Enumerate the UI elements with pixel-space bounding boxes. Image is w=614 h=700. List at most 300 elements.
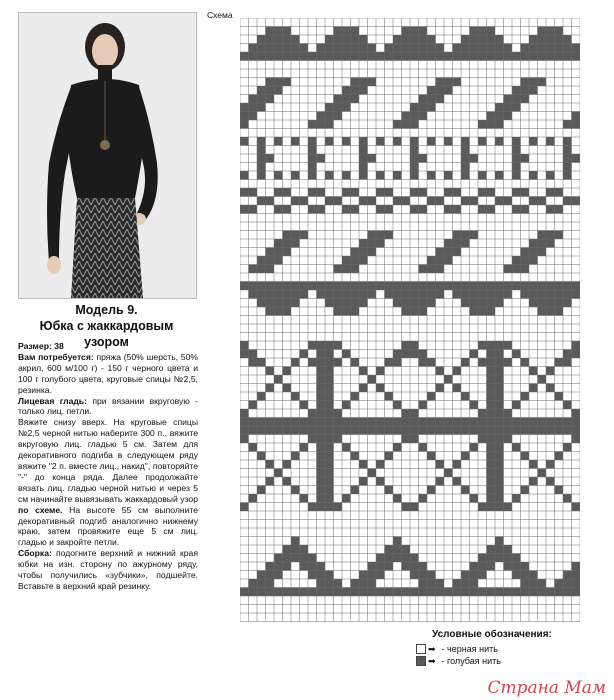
chart-cell-filled: [572, 154, 581, 163]
chart-cell-filled: [487, 44, 496, 53]
chart-cell-filled: [478, 282, 487, 291]
chart-cell-filled: [495, 44, 504, 53]
chart-cell-filled: [334, 35, 343, 44]
chart-cell-filled: [368, 282, 377, 291]
chart-cell-filled: [274, 469, 283, 478]
chart-cell-filled: [495, 375, 504, 384]
chart-cell-filled: [342, 350, 351, 359]
chart-cell-filled: [427, 571, 436, 580]
chart-cell-filled: [529, 248, 538, 257]
chart-cell-filled: [410, 290, 419, 299]
chart-cell-filled: [385, 358, 394, 367]
chart-cell-filled: [572, 503, 581, 512]
chart-cell-filled: [283, 231, 292, 240]
chart-cell-filled: [495, 545, 504, 554]
chart-cell-filled: [410, 103, 419, 112]
chart-cell-filled: [495, 392, 504, 401]
chart-cell-filled: [300, 545, 309, 554]
chart-cell-filled: [274, 248, 283, 257]
chart-cell-filled: [266, 307, 275, 316]
chart-cell-filled: [257, 392, 266, 401]
chart-cell-filled: [359, 477, 368, 486]
chart-cell-filled: [359, 154, 368, 163]
chart-cell-filled: [546, 460, 555, 469]
chart-cell-filled: [410, 27, 419, 36]
chart-cell-filled: [266, 384, 275, 393]
chart-cell-filled: [402, 52, 411, 61]
chart-cell-filled: [521, 392, 530, 401]
chart-cell-filled: [274, 239, 283, 248]
chart-cell-filled: [470, 290, 479, 299]
chart-cell-filled: [291, 545, 300, 554]
assembly-paragraph: [18, 548, 198, 592]
chart-cell-filled: [529, 44, 538, 53]
chart-cell-filled: [376, 52, 385, 61]
chart-cell-filled: [266, 86, 275, 95]
chart-cell-filled: [368, 44, 377, 53]
chart-cell-filled: [495, 469, 504, 478]
chart-cell-filled: [325, 197, 334, 206]
chart-cell-filled: [410, 307, 419, 316]
chart-cell-filled: [368, 154, 377, 163]
chart-cell-filled: [436, 78, 445, 87]
chart-cell-filled: [436, 384, 445, 393]
chart-cell-filled: [563, 35, 572, 44]
chart-cell-filled: [555, 188, 564, 197]
chart-cell-filled: [283, 384, 292, 393]
chart-cell-filled: [529, 137, 538, 146]
chart-cell-filled: [504, 554, 513, 563]
chart-cell-filled: [376, 188, 385, 197]
chart-cell-filled: [325, 435, 334, 444]
chart-cell-filled: [385, 188, 394, 197]
model-subtitle: Юбка с жаккардовым узором: [39, 319, 174, 349]
chart-cell-filled: [283, 188, 292, 197]
chart-cell-filled: [410, 154, 419, 163]
chart-cell-filled: [461, 579, 470, 588]
chart-cell-filled: [555, 392, 564, 401]
chart-cell-filled: [538, 307, 547, 316]
chart-cell-filled: [368, 239, 377, 248]
chart-cell-filled: [393, 350, 402, 359]
chart-cell-filled: [538, 469, 547, 478]
chart-cell-filled: [453, 418, 462, 427]
chart-cell-filled: [283, 290, 292, 299]
chart-cell-filled: [291, 239, 300, 248]
model-title: Модель 9.: [75, 303, 138, 317]
chart-cell-filled: [419, 418, 428, 427]
chart-cell-filled: [393, 120, 402, 129]
chart-cell-filled: [410, 282, 419, 291]
chart-cell-filled: [266, 154, 275, 163]
chart-cell-filled: [325, 460, 334, 469]
chart-cell-filled: [487, 350, 496, 359]
chart-cell-filled: [427, 579, 436, 588]
chart-cell-filled: [291, 358, 300, 367]
chart-cell-filled: [385, 486, 394, 495]
chart-cell-filled: [351, 44, 360, 53]
chart-cell-filled: [325, 588, 334, 597]
chart-cell-filled: [359, 282, 368, 291]
chart-cell-filled: [470, 579, 479, 588]
stitch-text: при вязании вкруговую - только лиц. петли.: [18, 395, 198, 417]
chart-cell-filled: [308, 588, 317, 597]
materials-label: Вам потребуется:: [18, 351, 94, 362]
chart-cell-filled: [529, 460, 538, 469]
chart-cell-filled: [325, 392, 334, 401]
chart-cell-filled: [487, 494, 496, 503]
chart-cell-filled: [529, 256, 538, 265]
chart-cell-filled: [521, 205, 530, 214]
chart-cell-filled: [385, 452, 394, 461]
chart-cell-filled: [478, 571, 487, 580]
chart-cell-filled: [266, 52, 275, 61]
chart-cell-filled: [240, 52, 249, 61]
chart-cell-filled: [529, 86, 538, 95]
chart-cell-filled: [325, 137, 334, 146]
chart-cell-filled: [546, 477, 555, 486]
chart-cell-filled: [487, 409, 496, 418]
chart-cell-filled: [512, 282, 521, 291]
chart-cell-filled: [538, 375, 547, 384]
chart-cell-filled: [402, 197, 411, 206]
chart-cell-filled: [291, 44, 300, 53]
chart-cell-filled: [521, 290, 530, 299]
chart-cell-filled: [249, 426, 258, 435]
chart-cell-filled: [444, 137, 453, 146]
chart-cell-filled: [427, 137, 436, 146]
chart-cell-filled: [283, 554, 292, 563]
chart-cell-filled: [325, 503, 334, 512]
chart-cell-filled: [546, 35, 555, 44]
chart-cell-filled: [495, 588, 504, 597]
chart-cell-filled: [538, 78, 547, 87]
chart-cell-filled: [521, 452, 530, 461]
arrow-icon: ➡: [428, 643, 436, 654]
chart-cell-filled: [274, 554, 283, 563]
chart-cell-filled: [402, 44, 411, 53]
chart-cell-filled: [461, 299, 470, 308]
chart-cell-filled: [274, 426, 283, 435]
chart-cell-filled: [249, 95, 258, 104]
chart-cell-filled: [368, 78, 377, 87]
chart-cell-filled: [317, 401, 326, 410]
chart-cell-filled: [351, 265, 360, 274]
chart-cell-filled: [266, 248, 275, 257]
chart-cell-filled: [351, 52, 360, 61]
chart-cell-filled: [444, 52, 453, 61]
chart-cell-filled: [308, 120, 317, 129]
chart-cell-filled: [334, 579, 343, 588]
chart-cell-filled: [257, 256, 266, 265]
chart-cell-filled: [419, 358, 428, 367]
chart-cell-filled: [512, 588, 521, 597]
chart-cell-filled: [444, 239, 453, 248]
chart-cell-filled: [342, 290, 351, 299]
chart-cell-filled: [325, 358, 334, 367]
chart-cell-filled: [419, 95, 428, 104]
chart-cell-filled: [385, 418, 394, 427]
chart-cell-filled: [461, 44, 470, 53]
chart-cell-filled: [300, 554, 309, 563]
chart-cell-filled: [453, 579, 462, 588]
chart-cell-filled: [359, 384, 368, 393]
chart-cell-filled: [495, 171, 504, 180]
chart-cell-filled: [249, 112, 258, 121]
chart-cell-filled: [317, 452, 326, 461]
chart-cell-filled: [538, 239, 547, 248]
chart-cell-filled: [308, 146, 317, 155]
chart-cell-filled: [368, 197, 377, 206]
chart-cell-filled: [342, 86, 351, 95]
chart-cell-filled: [461, 426, 470, 435]
chart-cell-filled: [402, 350, 411, 359]
chart-cell-filled: [453, 426, 462, 435]
chart-cell-filled: [325, 571, 334, 580]
legend-label-black: - черная нить: [441, 644, 498, 654]
chart-cell-filled: [291, 486, 300, 495]
chart-cell-filled: [342, 171, 351, 180]
chart-cell-filled: [410, 44, 419, 53]
chart-cell-filled: [512, 350, 521, 359]
chart-cell-filled: [470, 299, 479, 308]
chart-cell-filled: [385, 562, 394, 571]
chart-cell-filled: [487, 52, 496, 61]
chart-cell-filled: [478, 290, 487, 299]
chart-cell-filled: [342, 44, 351, 53]
chart-cell-filled: [419, 350, 428, 359]
chart-cell-filled: [563, 350, 572, 359]
chart-cell-filled: [317, 426, 326, 435]
chart-cell-filled: [563, 443, 572, 452]
chart-cell-filled: [351, 579, 360, 588]
chart-cell-filled: [495, 486, 504, 495]
chart-cell-filled: [521, 562, 530, 571]
chart-cell-filled: [521, 95, 530, 104]
chart-cell-filled: [325, 299, 334, 308]
chart-cell-filled: [478, 120, 487, 129]
chart-cell-filled: [317, 418, 326, 427]
legend-item-black: [416, 643, 552, 655]
chart-cell-filled: [308, 418, 317, 427]
chart-cell-filled: [385, 282, 394, 291]
chart-cell-filled: [325, 579, 334, 588]
chart-cell-filled: [487, 469, 496, 478]
chart-cell-filled: [257, 103, 266, 112]
chart-cell-filled: [427, 418, 436, 427]
chart-cell-filled: [334, 103, 343, 112]
chart-cell-filled: [334, 112, 343, 121]
chart-cell-filled: [572, 350, 581, 359]
chart-cell-filled: [453, 78, 462, 87]
chart-cell-filled: [249, 579, 258, 588]
chart-cell-filled: [317, 367, 326, 376]
chart-cell-filled: [487, 503, 496, 512]
chart-cell-filled: [283, 367, 292, 376]
chart-cell-filled: [495, 494, 504, 503]
chart-cell-filled: [351, 35, 360, 44]
chart-cell-filled: [444, 282, 453, 291]
chart-cell-filled: [368, 469, 377, 478]
chart-cell-filled: [291, 231, 300, 240]
chart-cell-filled: [308, 426, 317, 435]
size-value: 38: [54, 341, 64, 351]
chart-cell-filled: [529, 477, 538, 486]
chart-cell-filled: [478, 341, 487, 350]
chart-cell-filled: [402, 588, 411, 597]
legend-label-blue: - голубая нить: [441, 656, 501, 666]
chart-cell-filled: [521, 154, 530, 163]
chart-cell-filled: [351, 452, 360, 461]
chart-cell-filled: [368, 588, 377, 597]
chart-cell-filled: [427, 197, 436, 206]
chart-cell-filled: [240, 350, 249, 359]
chart-cell-filled: [512, 171, 521, 180]
chart-cell-filled: [300, 282, 309, 291]
chart-cell-filled: [342, 418, 351, 427]
chart-cell-filled: [529, 426, 538, 435]
chart-cell-filled: [427, 452, 436, 461]
chart-cell-filled: [334, 299, 343, 308]
chart-cell-filled: [359, 426, 368, 435]
materials-text: пряжа (50% шерсть, 50% акрил, 600 м/100 г) - 150 г черного цвета и 100 г голубого цвета, круговые спицы №2,5, резинка.: [18, 351, 199, 395]
chart-cell-filled: [478, 435, 487, 444]
chart-cell-filled: [461, 392, 470, 401]
chart-cell-filled: [410, 299, 419, 308]
chart-cell-filled: [478, 137, 487, 146]
chart-cell-filled: [419, 571, 428, 580]
chart-cell-filled: [376, 205, 385, 214]
chart-cell-filled: [402, 282, 411, 291]
chart-cell-filled: [402, 120, 411, 129]
instructions-text: [18, 341, 198, 592]
chart-cell-filled: [495, 282, 504, 291]
chart-cell-filled: [419, 112, 428, 121]
chart-cell-filled: [461, 486, 470, 495]
chart-cell-filled: [461, 52, 470, 61]
chart-cell-filled: [257, 588, 266, 597]
chart-cell-filled: [300, 426, 309, 435]
chart-cell-filled: [410, 562, 419, 571]
chart-cell-filled: [504, 358, 513, 367]
chart-cell-filled: [410, 341, 419, 350]
chart-cell-filled: [402, 341, 411, 350]
chart-cell-filled: [410, 112, 419, 121]
chart-cell-filled: [240, 435, 249, 444]
chart-cell-filled: [419, 299, 428, 308]
chart-cell-filled: [546, 588, 555, 597]
chart-cell-filled: [359, 146, 368, 155]
chart-cell-filled: [546, 290, 555, 299]
chart-cell-filled: [555, 205, 564, 214]
chart-cell-filled: [555, 426, 564, 435]
chart-cell-filled: [529, 418, 538, 427]
chart-cell-filled: [419, 265, 428, 274]
chart-cell-filled: [334, 418, 343, 427]
chart-cell-filled: [393, 299, 402, 308]
chart-cell-filled: [470, 588, 479, 597]
chart-cell-filled: [427, 486, 436, 495]
chart-cell-filled: [308, 358, 317, 367]
chart-cell-filled: [538, 197, 547, 206]
chart-cell-filled: [300, 44, 309, 53]
chart-cell-filled: [359, 256, 368, 265]
chart-cell-filled: [317, 358, 326, 367]
chart-cell-filled: [453, 52, 462, 61]
chart-cell-filled: [351, 27, 360, 36]
chart-cell-filled: [487, 367, 496, 376]
size-paragraph: [18, 341, 198, 352]
chart-cell-filled: [529, 367, 538, 376]
chart-cell-filled: [436, 290, 445, 299]
chart-cell-filled: [419, 443, 428, 452]
chart-cell-filled: [325, 469, 334, 478]
chart-cell-filled: [461, 282, 470, 291]
chart-cell-filled: [393, 282, 402, 291]
chart-cell-filled: [495, 537, 504, 546]
chart-cell-filled: [487, 282, 496, 291]
chart-cell-filled: [419, 579, 428, 588]
chart-cell-filled: [368, 562, 377, 571]
chart-cell-filled: [427, 44, 436, 53]
chart-cell-filled: [436, 426, 445, 435]
chart-cell-filled: [402, 562, 411, 571]
chart-cell-filled: [257, 265, 266, 274]
chart-cell-filled: [410, 350, 419, 359]
chart-cell-filled: [419, 27, 428, 36]
chart-cell-filled: [444, 426, 453, 435]
instructions-paragraph: [18, 417, 198, 548]
chart-cell-filled: [342, 256, 351, 265]
chart-cell-filled: [436, 418, 445, 427]
chart-cell-filled: [453, 460, 462, 469]
chart-cell-filled: [266, 35, 275, 44]
chart-cell-filled: [266, 290, 275, 299]
chart-cell-filled: [376, 460, 385, 469]
chart-cell-filled: [342, 494, 351, 503]
chart-cell-filled: [512, 163, 521, 172]
chart-cell-filled: [300, 231, 309, 240]
chart-cell-filled: [393, 171, 402, 180]
chart-cell-filled: [274, 256, 283, 265]
chart-cell-filled: [308, 137, 317, 146]
chart-cell-filled: [487, 554, 496, 563]
chart-cell-filled: [266, 367, 275, 376]
chart-cell-filled: [342, 426, 351, 435]
chart-cell-filled: [487, 27, 496, 36]
chart-cell-filled: [529, 282, 538, 291]
chart-cell-filled: [376, 477, 385, 486]
chart-cell-filled: [325, 120, 334, 129]
chart-cell-filled: [376, 384, 385, 393]
chart-cell-filled: [419, 562, 428, 571]
chart-cell-filled: [572, 418, 581, 427]
chart-cell-filled: [351, 282, 360, 291]
chart-cell-filled: [461, 588, 470, 597]
chart-cell-filled: [419, 290, 428, 299]
chart-cell-filled: [257, 418, 266, 427]
chart-cell-filled: [274, 375, 283, 384]
chart-cell-filled: [317, 154, 326, 163]
chart-cell-filled: [342, 52, 351, 61]
chart-cell-filled: [300, 494, 309, 503]
legend-item-blue: [416, 655, 552, 667]
chart-cell-filled: [538, 248, 547, 257]
chart-cell-filled: [266, 197, 275, 206]
chart-cell-filled: [317, 375, 326, 384]
chart-cell-filled: [342, 443, 351, 452]
materials-paragraph: [18, 352, 198, 396]
